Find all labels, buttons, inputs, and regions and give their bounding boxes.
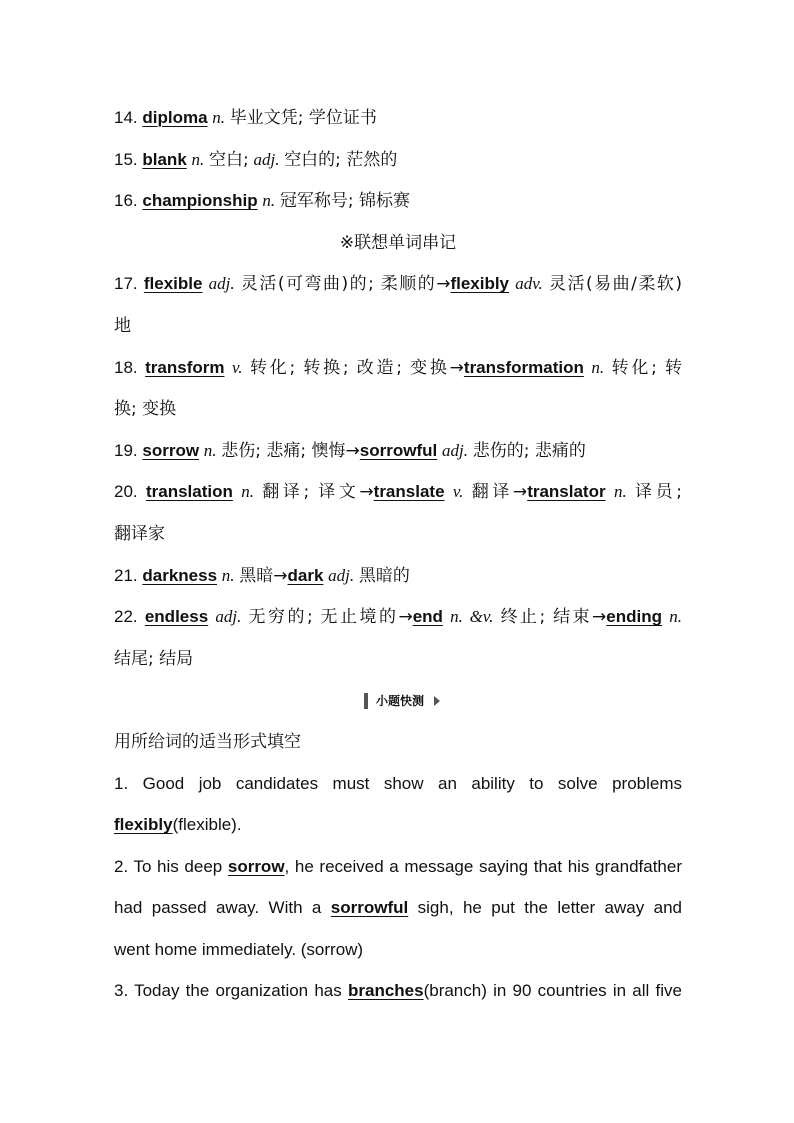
keyword: flexible: [143, 274, 203, 294]
keyword: flexibly: [450, 274, 510, 294]
quiz-badge-row: [114, 682, 682, 724]
keyword: transform: [145, 357, 225, 377]
question-3: 3. Today the organization has branches(branch) in 90 countries in all five: [114, 981, 682, 1001]
question-1-cont: flexibly(flexible).: [114, 815, 242, 835]
keyword: diploma: [142, 108, 208, 127]
entry-16: 16. championship n. 冠军称号; 锦标赛: [114, 191, 410, 212]
question-2: 2. To his deep sorrow, he received a message saying that his grandfather: [114, 856, 682, 876]
quiz-instruction: 用所给词的适当形式填空: [114, 731, 301, 752]
entry-20-cont: 翻译家: [114, 523, 165, 544]
entry-15: 15. blank n. 空白; adj. 空白的; 茫然的: [114, 149, 398, 170]
document-page: [114, 100, 682, 1015]
entry-18: 18. transform v. 转化; 转换; 改造; 变换→transformation n. 转化; 转: [114, 357, 682, 378]
part-of-speech: n.: [262, 191, 276, 211]
keyword: championship: [142, 191, 258, 211]
keyword: translate: [373, 482, 445, 502]
keyword: transformation: [463, 357, 584, 377]
entry-22-cont: 结尾; 结局: [114, 648, 194, 669]
quiz-badge: 小题快测: [364, 693, 432, 709]
keyword: translator: [527, 482, 606, 502]
keyword: dark: [287, 565, 324, 585]
section-title: ※联想单词串记: [339, 232, 457, 253]
entry-22: 22. endless adj. 无穷的; 无止境的→end n. &v. 终止; 结束→ending n.: [114, 607, 682, 628]
entry-20: 20. translation n. 翻译; 译文→translate v. 翻译→translator n. 译员;: [114, 482, 682, 503]
keyword: ending: [606, 607, 663, 627]
part-of-speech: adj.: [253, 149, 280, 169]
entry-21: 21. darkness n. 黑暗→dark adj. 黑暗的: [114, 565, 410, 586]
keyword: endless: [144, 607, 209, 627]
question-2-cont: had passed away. With a sorrowful sigh, he put the letter away and: [114, 898, 682, 918]
keyword: end: [412, 607, 443, 627]
answer: flexibly: [114, 815, 173, 835]
answer: branches: [347, 981, 424, 1001]
answer: sorrowful: [330, 898, 409, 918]
answer: sorrow: [227, 856, 285, 876]
entry-19: 19. sorrow n. 悲伤; 悲痛; 懊悔→sorrowful adj. 悲伤的; 悲痛的: [114, 440, 586, 461]
keyword: blank: [142, 149, 187, 169]
part-of-speech: n.: [212, 108, 226, 127]
entry-17-cont: 地: [114, 315, 131, 336]
keyword: darkness: [142, 565, 218, 585]
question-2-end: went home immediately. (sorrow): [114, 939, 364, 959]
entry-17: 17. flexible adj. 灵活(可弯曲)的; 柔顺的→flexibly adv. 灵活(易曲/柔软): [114, 274, 682, 295]
question-1: 1. Good job candidates must show an ability to solve problems: [114, 773, 682, 793]
keyword: translation: [145, 482, 233, 502]
entry-18-cont: 换; 变换: [114, 399, 177, 420]
keyword: sorrow: [142, 440, 200, 460]
entry-14: 14. diploma n. 毕业文凭; 学位证书: [114, 108, 377, 128]
part-of-speech: n.: [191, 149, 205, 169]
keyword: sorrowful: [359, 440, 438, 460]
